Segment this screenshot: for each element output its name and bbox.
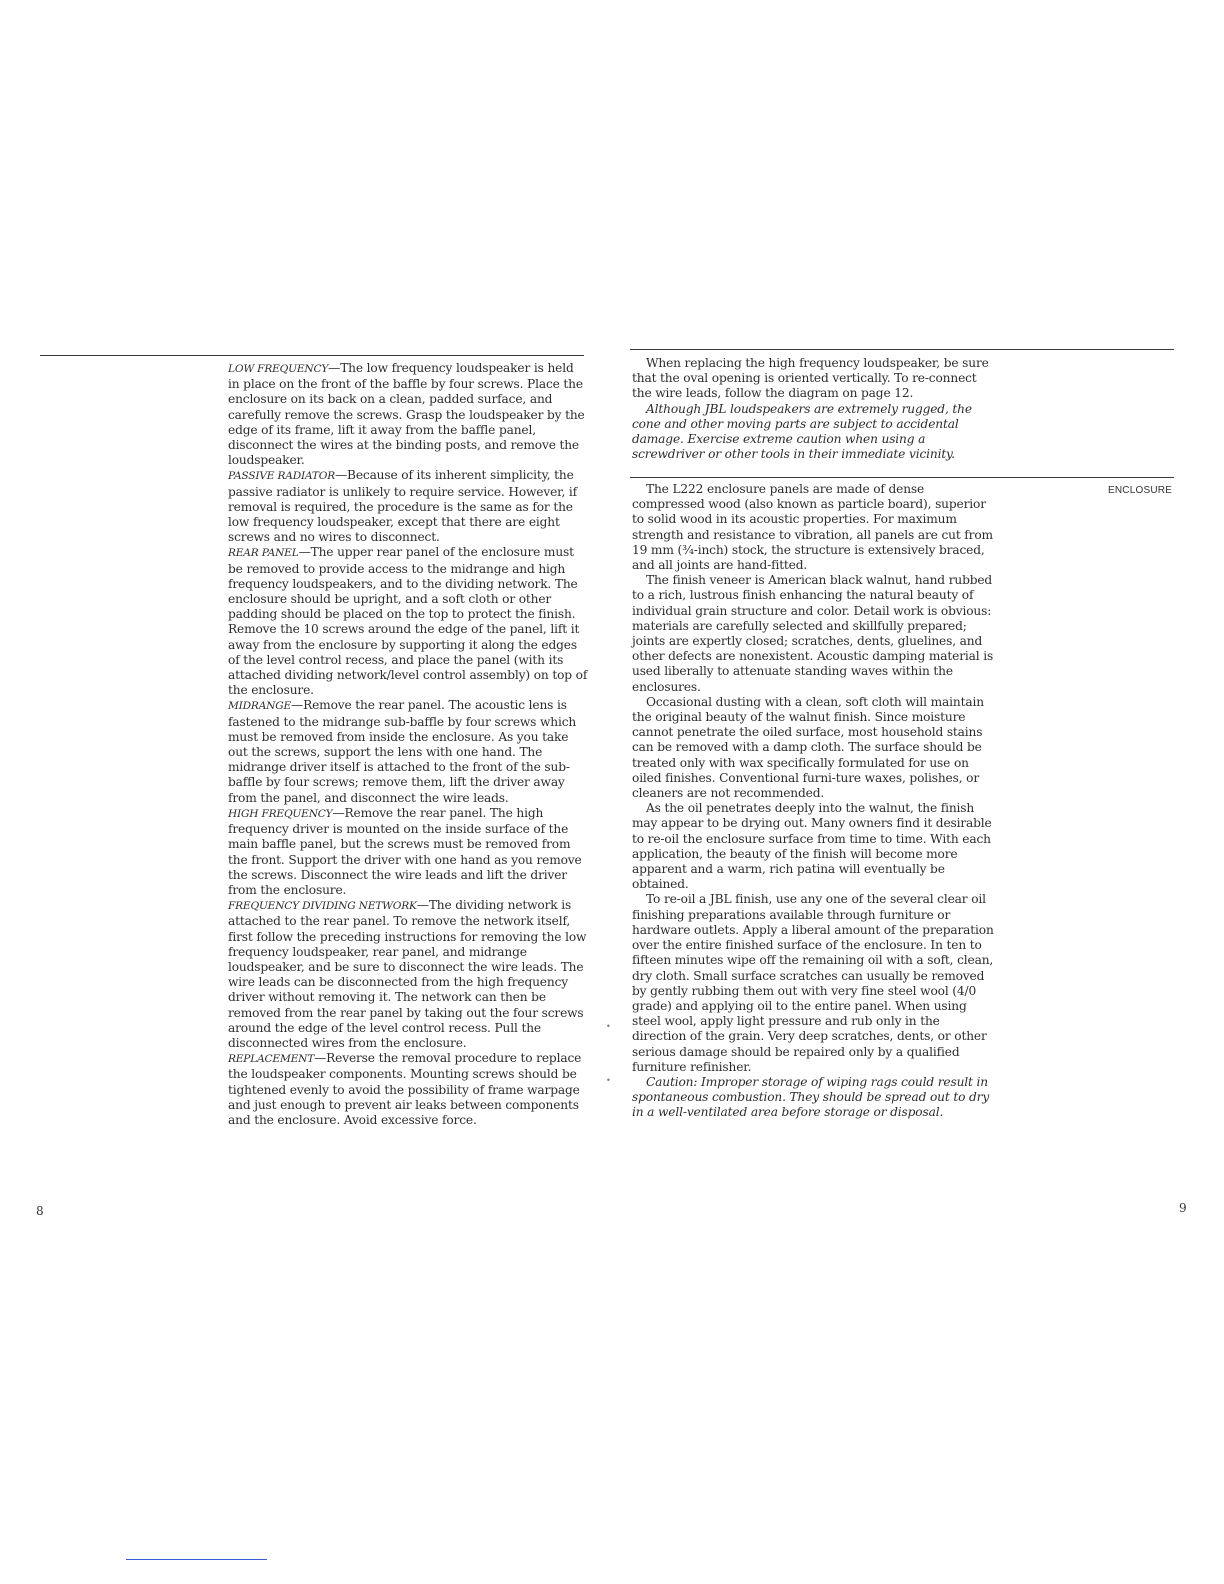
- enclosure-paragraph-4: As the oil penetrates deeply into the walnut, the finish may appear to be drying out. Many owners find it desirable to re-oil the enclosure surface from time to time. With each application, the beauty of the finish will become more apparent and a warm, rich patina will eventually be obtained.: [632, 801, 992, 892]
- right-mid-rule: [630, 477, 1174, 478]
- text-replacement: —Reverse the removal procedure to replace the loudspeaker components. Mounting screws should be tightened evenly to avoid the possibility of frame warpage and just enough to prevent air leaks between components and the enclosure. Avoid excessive force.: [228, 1051, 582, 1127]
- text-low-frequency: —The low frequency loudspeaker is held in place on the front of the baffle by four screws. Place the enclosure on its back on a clean, padded surface, and carefully remove the screws. Grasp the loudspeaker by the edge of its frame, lift it away from the baffle panel, disconnect the wires at the binding posts, and remove the loudspeaker.: [228, 361, 585, 468]
- enclosure-paragraph-5: To re-oil a JBL finish, use any one of the several clear oil finishing preparations available through furniture or hardware outlets. Apply a liberal amount of the preparation over the entire finished surface of the enclosure. In ten to fifteen minutes wipe off the remaining oil with a soft, clean, dry cloth. Small surface scratches can usually be removed by gently rubbing them out with very fine steel wool (4/0 grade) and applying oil to the entire panel. When using steel wool, apply light pressure and rub only in the direction of the grain. Very deep scratches, dents, or other serious damage should be repaired only by a qualified furniture refinisher.: [632, 892, 994, 1074]
- scan-mark-2: •: [606, 1076, 611, 1085]
- heading-midrange: MIDRANGE: [228, 700, 292, 713]
- section-replacement: [228, 1051, 588, 1128]
- right-top-block: [632, 356, 994, 462]
- enclosure-section-label: ENCLOSURE: [1108, 485, 1173, 496]
- bottom-blue-line: [126, 1559, 267, 1560]
- section-midrange: [228, 698, 588, 805]
- text-passive-radiator: —Because of its inherent simplicity, the passive radiator is unlikely to require service. However, if removal is required, the procedure is the same as for the low frequency loudspeaker, except that there are eight screws and no wires to disconnect.: [228, 468, 578, 545]
- enclosure-paragraph-3: Occasional dusting with a clean, soft cloth will maintain the original beauty of the walnut finish. Since moisture cannot penetrate the oiled surface, most household stains can be removed with a damp cloth. The surface should be treated only with wax specifically formulated for use on oiled finishes. Conventional furni-ture waxes, polishes, or cleaners are not recommended.: [632, 694, 984, 801]
- heading-rear-panel: REAR PANEL: [228, 547, 299, 560]
- section-high-frequency: [228, 806, 588, 898]
- heading-replacement: REPLACEMENT: [228, 1053, 315, 1066]
- heading-frequency-dividing-network: FREQUENCY DIVIDING NETWORK: [228, 900, 417, 913]
- heading-passive-radiator: PASSIVE RADIATOR: [228, 470, 335, 483]
- enclosure-paragraph-1: The L222 enclosure panels are made of dense compressed wood (also known as particle board), superior to solid wood in its acoustic properties. For maximum strength and resistance to vibration, all panels are cut from 19 mm (¾-inch) stock, the structure is extensively braced, and all joints are hand-fitted.: [632, 482, 993, 573]
- section-low-frequency: [228, 361, 588, 468]
- text-frequency-dividing-network: —The dividing network is attached to the rear panel. To remove the network itself, first follow the preceding instructions for removing the low frequency loudspeaker, rear panel, and midrange loudspeaker, and be sure to disconnect the wire leads. The wire leads can be disconnected from the high frequency driver without removing it. The network can then be removed from the rear panel by taking out the four screws around the edge of the level control recess. Pull the disconnected wires from the enclosure.: [228, 898, 587, 1050]
- left-page-number: 8: [36, 1204, 44, 1218]
- text-midrange: —Remove the rear panel. The acoustic lens is fastened to the midrange sub-baffle by four screws which must be removed from inside the enclosure. As you take out the screws, support the lens with one hand. The midrange driver itself is attached to the front of the sub-baffle by four screws; remove them, lift the driver away from the panel, and disconnect the wire leads.: [228, 698, 577, 805]
- scan-mark-1: •: [606, 1022, 611, 1031]
- right-page-number: 9: [1179, 1201, 1187, 1215]
- left-page-column: [228, 361, 588, 1128]
- heading-low-frequency: LOW FREQUENCY: [228, 363, 329, 375]
- right-top-rule: [630, 349, 1174, 350]
- left-top-rule: [40, 355, 584, 356]
- text-high-frequency: —Remove the rear panel. The high frequency driver is mounted on the inside surface of the main baffle panel, but the screws must be removed from the front. Support the driver with one hand as you remove the screws. Disconnect the wire leads and lift the driver from the enclosure.: [228, 805, 582, 897]
- caution-storage-paragraph: Caution: Improper storage of wiping rags could result in spontaneous combustion. They should be spread out to dry in a well-ventilated area before storage or disposal.: [632, 1074, 990, 1120]
- section-passive-radiator: [228, 468, 588, 545]
- text-rear-panel: —The upper rear panel of the enclosure must be removed to provide access to the midrange and high frequency loudspeakers, and to the dividing network. The enclosure should be upright, and a soft cloth or other padding should be placed on the top to protect the finish. Remove the 10 screws around the edge of the panel, lift it away from the enclosure by supporting it along the edges of the level control recess, and place the panel (with its attached dividing network/level control assembly) on top of the enclosure.: [228, 545, 588, 698]
- heading-high-frequency: HIGH FREQUENCY: [228, 807, 333, 820]
- section-frequency-dividing-network: [228, 898, 588, 1051]
- hf-replacement-paragraph: When replacing the high frequency loudspeaker, be sure that the oval opening is oriented vertically. To re-connect the wire leads, follow the diagram on page 12.: [632, 356, 989, 401]
- caution-rugged-paragraph: Although JBL loudspeakers are extremely rugged, the cone and other moving parts are subject to accidental damage. Exercise extreme caution when using a screwdriver or other tools in their immediate vicinity.: [632, 401, 972, 462]
- section-rear-panel: [228, 545, 588, 698]
- enclosure-column: [632, 482, 994, 1121]
- enclosure-paragraph-2: The finish veneer is American black walnut, hand rubbed to a rich, lustrous finish enhancing the natural beauty of individual grain structure and color. Detail work is obvious: materials are carefully selected and skillfully prepared; joints are expertly closed; scratches, dents, gluelines, and other defects are nonexistent. Acoustic damping material is used liberally to attenuate standing waves within the enclosures.: [632, 573, 994, 694]
